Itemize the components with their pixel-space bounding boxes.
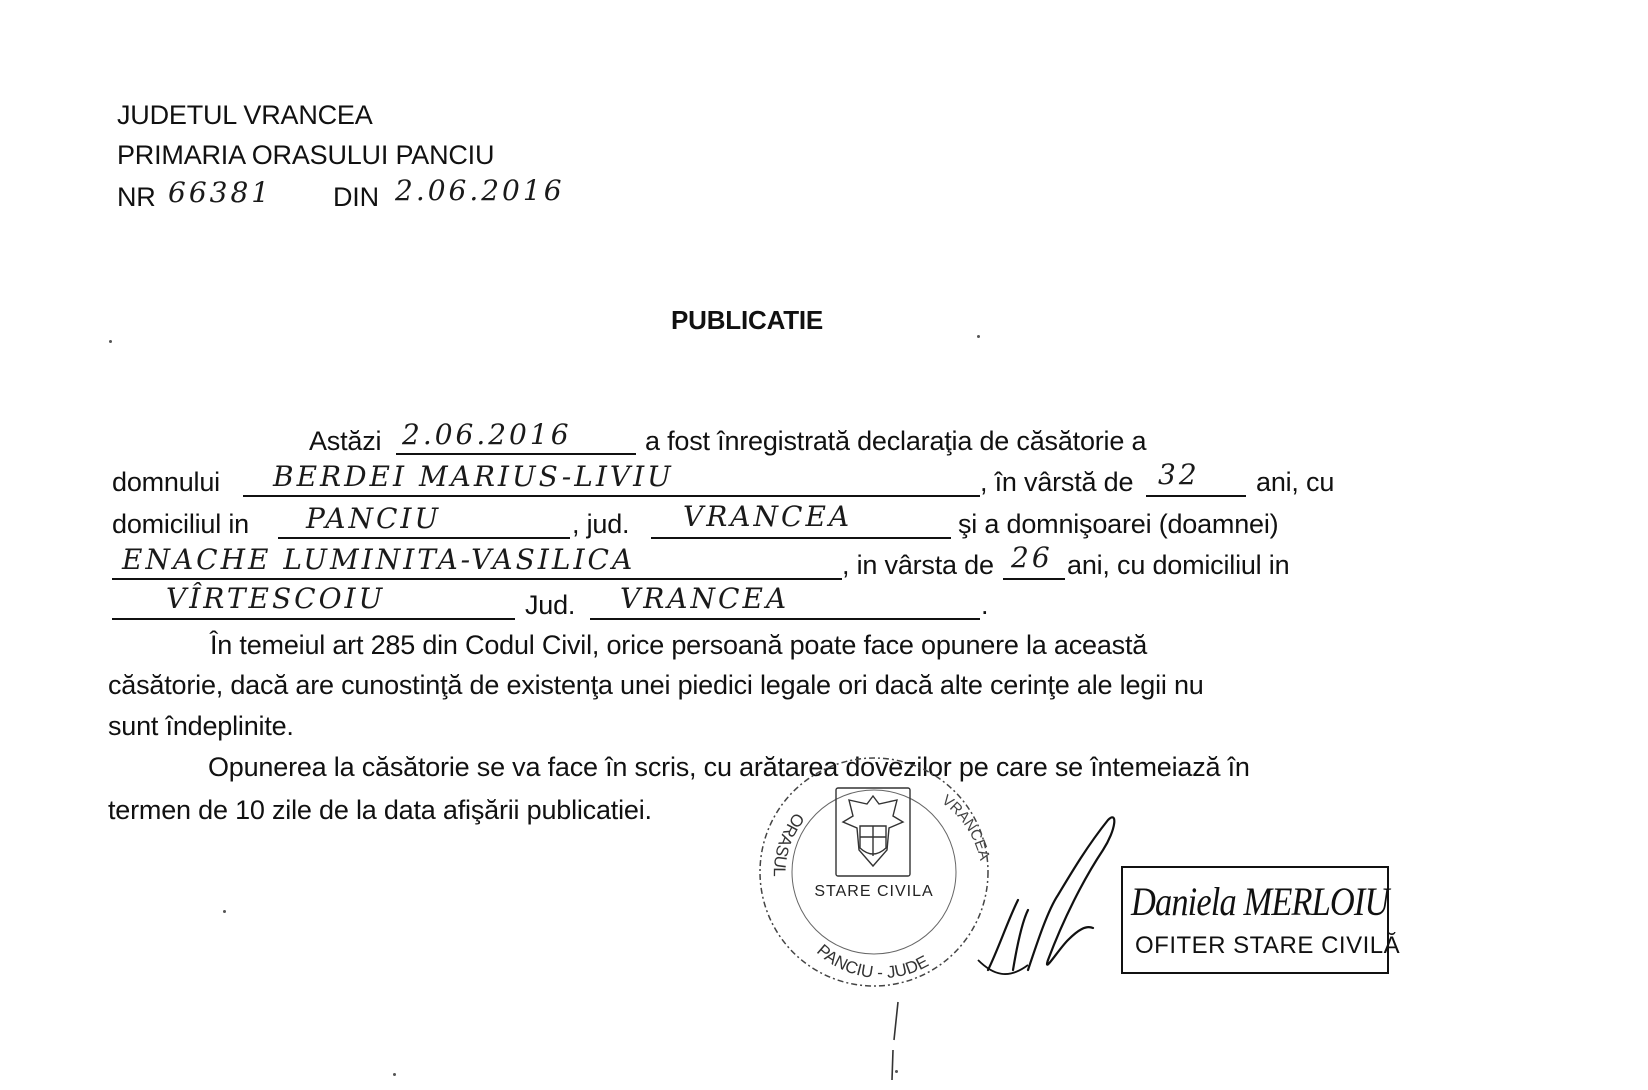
groom-age: 32 <box>1158 458 1200 491</box>
coat-of-arms-icon <box>836 788 910 876</box>
stamp-bottom-text: PANCIU - JUDETUL <box>749 737 932 983</box>
scan-speck <box>109 340 112 343</box>
officer-name: Daniela MERLOIU <box>1131 879 1389 924</box>
groom-name-blank <box>243 495 980 497</box>
domiciliu-label: domiciliul in <box>112 509 249 539</box>
domnului-label: domnului <box>112 467 220 497</box>
opposition-line-2: termen de 10 zile de la data afişării publicatiei. <box>108 795 652 825</box>
bride-domicile-label: ani, cu domiciliul in <box>1067 550 1290 580</box>
groom-county-blank <box>651 537 951 539</box>
bride-name-blank <box>112 578 842 580</box>
bride-age: 26 <box>1011 541 1053 574</box>
groom-county: VRANCEA <box>683 500 853 533</box>
bride-city: VÎRTESCOIU <box>166 582 386 615</box>
officer-stamp-box <box>1121 866 1401 974</box>
groom-city-blank <box>278 537 570 539</box>
jud2-label: Jud. <box>525 590 576 620</box>
stamp-center-text: STARE CIVILA <box>814 883 934 900</box>
bride-city-blank <box>112 618 515 620</box>
scan-mark <box>888 1000 908 1090</box>
official-signature <box>968 800 1128 1020</box>
scan-speck <box>223 910 226 913</box>
declaration-text: a fost înregistrată declaraţia de căsătorie a <box>645 426 1147 456</box>
jud-label: , jud. <box>572 509 630 539</box>
opposition-line-1: Opunerea la căsătorie se va face în scris, cu arătarea dovezilor pe care se întemeiază în <box>208 752 1250 782</box>
registration-number: 66381 <box>168 176 273 209</box>
stamp-right-text: VRANCEA <box>938 791 993 863</box>
bride-county: VRANCEA <box>620 582 790 615</box>
civil-status-stamp <box>749 737 996 992</box>
astazi-label: Astăzi <box>309 426 382 456</box>
city-hall-heading: PRIMARIA ORASULUI PANCIU <box>117 140 495 170</box>
registration-date: 2.06.2016 <box>395 174 565 207</box>
scan-speck <box>977 335 980 338</box>
legal-basis-line-3: sunt îndeplinite. <box>108 711 294 741</box>
groom-name: BERDEI MARIUS-LIVIU <box>273 460 674 493</box>
groom-age-label: , în vârstă de <box>980 467 1134 497</box>
officer-title: OFITER STARE CIVILĂ <box>1135 932 1401 959</box>
bride-age-blank <box>1003 578 1065 580</box>
county-heading: JUDETUL VRANCEA <box>117 100 373 130</box>
bride-county-blank <box>590 618 980 620</box>
din-label: DIN <box>333 182 379 212</box>
groom-city: PANCIU <box>306 502 442 535</box>
legal-basis-line-1: În temeiul art 285 din Codul Civil, orice persoană poate face opunere la această <box>210 630 1148 660</box>
bride-age-label: , in vârsta de <box>842 550 994 580</box>
document-title: PUBLICATIE <box>671 305 824 335</box>
nr-label: NR <box>117 182 156 212</box>
groom-age-blank <box>1146 495 1246 497</box>
date-blank <box>396 453 636 455</box>
ani-cu-label: ani, cu <box>1256 467 1335 497</box>
scan-speck <box>393 1073 396 1076</box>
end-dot: . <box>981 590 989 620</box>
bride-intro-label: şi a domnişoarei (doamnei) <box>958 509 1279 539</box>
declaration-date: 2.06.2016 <box>402 418 572 451</box>
bride-name: ENACHE LUMINITA-VASILICA <box>122 543 636 576</box>
stamp-left-text: ORASUL <box>769 809 809 877</box>
legal-basis-line-2: căsătorie, dacă are cunostinţă de existenţa unei piedici legale ori dacă alte cerinţe ale legii nu <box>108 670 1204 700</box>
